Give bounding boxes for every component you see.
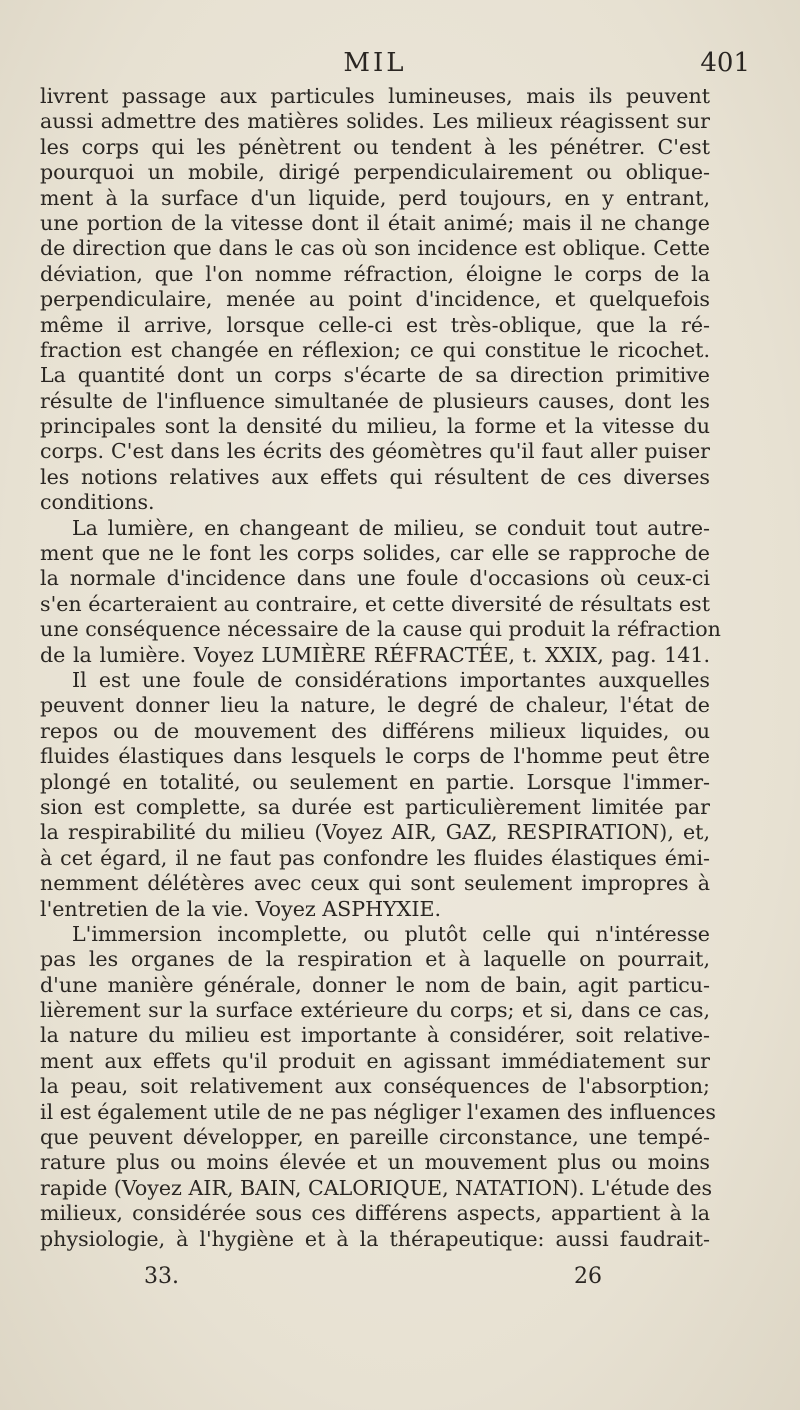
- text-line: milieux, considérée sous ces différens aspects, appartient à la: [40, 1201, 710, 1226]
- text-line: s'en écarteraient au contraire, et cette diversité de résultats est: [40, 591, 710, 616]
- text-line: perpendiculaire, menée au point d'incidence, et quelquefois: [40, 287, 710, 312]
- text-line: fluides élastiques dans lesquels le corps de l'homme peut être: [40, 744, 710, 769]
- text-line: livrent passage aux particules lumineuses, mais ils peuvent: [40, 84, 710, 108]
- text-line: plongé en totalité, ou seulement en partie. Lorsque l'immer-: [40, 769, 710, 794]
- text-line: les corps qui les pénètrent ou tendent à les pénétrer. C'est: [40, 134, 710, 159]
- text-line: il est également utile de ne pas négliger l'examen des influences: [40, 1099, 716, 1124]
- text-line: résulte de l'influence simultanée de plusieurs causes, dont les: [40, 388, 710, 413]
- text-line: lièrement sur la surface extérieure du corps; et si, dans ce cas,: [40, 998, 710, 1023]
- text-line: la nature du milieu est importante à considérer, soit relative-: [40, 1023, 710, 1048]
- text-line: peuvent donner lieu la nature, le degré de chaleur, l'état de: [40, 693, 710, 718]
- page-number: 401: [700, 48, 750, 78]
- text-line: d'une manière générale, donner le nom de bain, agit particu-: [40, 972, 710, 997]
- text-line: les notions relatives aux effets qui résultent de ces diverses: [40, 464, 710, 489]
- text-line: rature plus ou moins élevée et un mouvement plus ou moins: [40, 1150, 710, 1175]
- text-line: pas les organes de la respiration et à laquelle on pourrait,: [40, 947, 710, 972]
- signature-mark: 33.: [144, 1264, 179, 1289]
- text-line: physiologie, à l'hygiène et à la thérapeutique: aussi faudrait-: [40, 1226, 710, 1251]
- text-line: ment à la surface d'un liquide, perd toujours, en y entrant,: [40, 185, 710, 210]
- text-line: nemment délétères avec ceux qui sont seulement impropres à: [40, 871, 710, 896]
- text-line: ment que ne le font les corps solides, car elle se rapproche de: [40, 541, 710, 566]
- text-line: conditions.: [40, 490, 155, 515]
- text-line: aussi admettre des matières solides. Les milieux réagissent sur: [40, 109, 710, 134]
- body-text: [40, 84, 721, 1252]
- text-line: la normale d'incidence dans une foule d'occasions où ceux-ci: [40, 566, 710, 591]
- text-line: La quantité dont un corps s'écarte de sa direction primitive: [40, 363, 710, 388]
- text-line: repos ou de mouvement des différens milieux liquides, ou: [40, 718, 710, 743]
- text-line: une conséquence nécessaire de la cause qui produit la réfraction: [40, 617, 721, 642]
- text-line: rapide (Voyez AIR, BAIN, CALORIQUE, NATATION). L'étude des: [40, 1175, 713, 1200]
- text-line: pourquoi un mobile, dirigé perpendiculairement ou oblique-: [40, 160, 710, 185]
- text-line: que peuvent développer, en pareille circonstance, une tempé-: [40, 1125, 710, 1150]
- text-line: sion est complette, sa durée est particulièrement limitée par: [40, 794, 710, 819]
- text-line: de la lumière. Voyez LUMIÈRE RÉFRACTÉE, t. XXIX, pag. 141.: [40, 642, 710, 667]
- text-line: de direction que dans le cas où son incidence est oblique. Cette: [40, 236, 710, 261]
- sheet-number: 26: [574, 1264, 602, 1289]
- text-line: déviation, que l'on nomme réfraction, éloigne le corps de la: [40, 261, 710, 286]
- running-title: MIL: [343, 48, 407, 78]
- page-footer: [40, 1264, 710, 1294]
- text-line: à cet égard, il ne faut pas confondre les fluides élastiques émi-: [40, 845, 710, 870]
- text-line: La lumière, en changeant de milieu, se conduit tout autre-: [72, 515, 710, 540]
- text-line: même il arrive, lorsque celle-ci est très-oblique, que la ré-: [40, 312, 710, 337]
- text-line: ment aux effets qu'il produit en agissant immédiatement sur: [40, 1048, 710, 1073]
- text-line: L'immersion incomplette, ou plutôt celle qui n'intéresse: [72, 921, 710, 946]
- text-line: la respirabilité du milieu (Voyez AIR, GAZ, RESPIRATION), et,: [40, 820, 710, 845]
- running-head: [40, 48, 750, 84]
- text-line: la peau, soit relativement aux conséquences de l'absorption;: [40, 1074, 710, 1099]
- text-line: principales sont la densité du milieu, la forme et la vitesse du: [40, 414, 710, 439]
- text-line: fraction est changée en réflexion; ce qui constitue le ricochet.: [40, 337, 710, 362]
- text-line: l'entretien de la vie. Voyez ASPHYXIE.: [40, 896, 442, 921]
- text-line: une portion de la vitesse dont il était animé; mais il ne change: [40, 210, 710, 235]
- text-line: corps. C'est dans les écrits des géomètres qu'il faut aller puiser: [40, 439, 710, 464]
- text-line: Il est une foule de considérations importantes auxquelles: [72, 667, 710, 692]
